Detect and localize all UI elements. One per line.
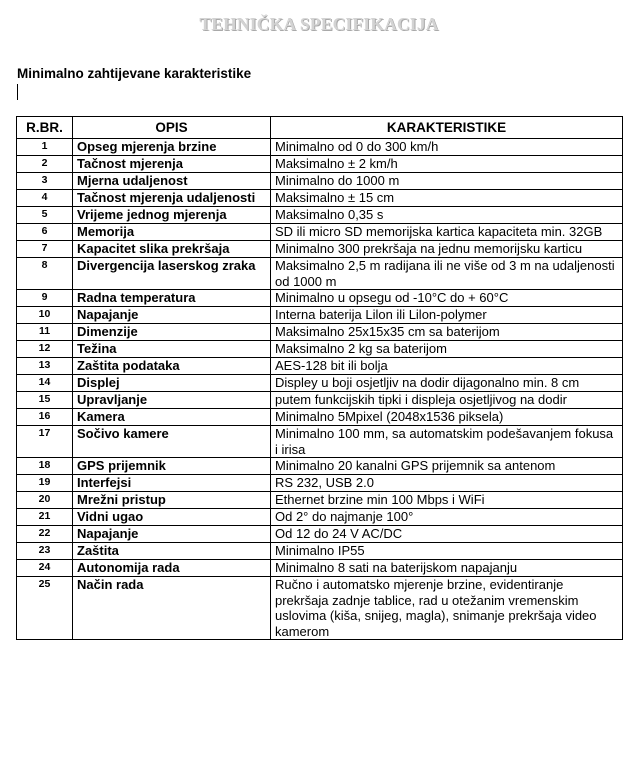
row-characteristics: Interna baterija Lilon ili Lilon-polymer (271, 307, 623, 324)
table-row (17, 290, 623, 307)
table-row (17, 307, 623, 324)
row-description: Mjerna udaljenost (73, 173, 271, 190)
row-characteristics: SD ili micro SD memorijska kartica kapaciteta min. 32GB (271, 224, 623, 241)
table-row (17, 543, 623, 560)
row-characteristics: Minimalno 8 sati na baterijskom napajanju (271, 560, 623, 577)
row-description: Kamera (73, 409, 271, 426)
row-number: 7 (17, 241, 73, 258)
table-body (17, 139, 623, 640)
row-description: Vidni ugao (73, 509, 271, 526)
row-characteristics: Maksimalno 2,5 m radijana ili ne više od 3 m na udaljenosti od 1000 m (271, 258, 623, 290)
row-description: Opseg mjerenja brzine (73, 139, 271, 156)
row-characteristics: Minimalno do 1000 m (271, 173, 623, 190)
row-characteristics: RS 232, USB 2.0 (271, 475, 623, 492)
row-number: 15 (17, 392, 73, 409)
row-characteristics: Maksimalno ± 15 cm (271, 190, 623, 207)
row-description: Tačnost mjerenja udaljenosti (73, 190, 271, 207)
row-number: 13 (17, 358, 73, 375)
row-number: 12 (17, 341, 73, 358)
row-characteristics: Minimalno u opsegu od -10°C do + 60°C (271, 290, 623, 307)
row-characteristics: Od 12 do 24 V AC/DC (271, 526, 623, 543)
table-row (17, 526, 623, 543)
table-row (17, 358, 623, 375)
table-row (17, 392, 623, 409)
table-row (17, 375, 623, 392)
table-row (17, 560, 623, 577)
header-rbr: R.BR. (17, 117, 73, 139)
row-description: Memorija (73, 224, 271, 241)
table-row (17, 139, 623, 156)
table-row (17, 241, 623, 258)
row-characteristics: Displey u boji osjetljiv na dodir dijagonalno min. 8 cm (271, 375, 623, 392)
table-row (17, 156, 623, 173)
document-title: TEHNIČKA SPECIFIKACIJA (199, 14, 439, 34)
row-description: Vrijeme jednog mjerenja (73, 207, 271, 224)
table-row (17, 341, 623, 358)
row-number: 16 (17, 409, 73, 426)
table-row (17, 224, 623, 241)
row-number: 1 (17, 139, 73, 156)
table-row (17, 426, 623, 458)
row-characteristics: Minimalno 100 mm, sa automatskim podešavanjem fokusa i irisa (271, 426, 623, 458)
row-characteristics: Maksimalno 25x15x35 cm sa baterijom (271, 324, 623, 341)
table-row (17, 258, 623, 290)
row-description: Radna temperatura (73, 290, 271, 307)
row-number: 9 (17, 290, 73, 307)
row-description: Napajanje (73, 307, 271, 324)
table-row (17, 509, 623, 526)
row-number: 8 (17, 258, 73, 290)
row-number: 19 (17, 475, 73, 492)
row-characteristics: AES-128 bit ili bolja (271, 358, 623, 375)
header-opis: OPIS (73, 117, 271, 139)
table-row (17, 409, 623, 426)
table-row (17, 492, 623, 509)
row-characteristics: Ručno i automatsko mjerenje brzine, evidentiranje prekršaja zadnje tablice, rad u otežanim vremenskim uslovima (kiša, snijeg, magla), snimanje prekršaja video kamerom (271, 577, 623, 640)
header-karakteristike: KARAKTERISTIKE (271, 117, 623, 139)
row-number: 24 (17, 560, 73, 577)
row-characteristics: Minimalno 300 prekršaja na jednu memorijsku karticu (271, 241, 623, 258)
row-description: Sočivo kamere (73, 426, 271, 458)
row-number: 4 (17, 190, 73, 207)
table-row (17, 577, 623, 640)
specification-table (16, 116, 623, 640)
row-description: Displej (73, 375, 271, 392)
row-number: 18 (17, 458, 73, 475)
row-number: 10 (17, 307, 73, 324)
row-description: Napajanje (73, 526, 271, 543)
row-description: Divergencija laserskog zraka (73, 258, 271, 290)
row-characteristics: Minimalno 20 kanalni GPS prijemnik sa antenom (271, 458, 623, 475)
row-description: Mrežni pristup (73, 492, 271, 509)
table-row (17, 475, 623, 492)
row-number: 17 (17, 426, 73, 458)
section-subtitle: Minimalno zahtijevane karakteristike (17, 66, 252, 81)
row-number: 20 (17, 492, 73, 509)
row-characteristics: Maksimalno 0,35 s (271, 207, 623, 224)
row-description: Težina (73, 341, 271, 358)
row-description: Zaštita (73, 543, 271, 560)
row-number: 25 (17, 577, 73, 640)
table-row (17, 324, 623, 341)
row-number: 14 (17, 375, 73, 392)
row-description: Tačnost mjerenja (73, 156, 271, 173)
row-characteristics: Minimalno od 0 do 300 km/h (271, 139, 623, 156)
row-number: 22 (17, 526, 73, 543)
row-description: Način rada (73, 577, 271, 640)
table-row (17, 173, 623, 190)
row-description: Upravljanje (73, 392, 271, 409)
row-characteristics: Minimalno 5Mpixel (2048x1536 piksela) (271, 409, 623, 426)
text-cursor (17, 84, 18, 100)
table-row (17, 190, 623, 207)
row-number: 21 (17, 509, 73, 526)
row-description: Dimenzije (73, 324, 271, 341)
row-description: Zaštita podataka (73, 358, 271, 375)
row-number: 6 (17, 224, 73, 241)
row-characteristics: Od 2° do najmanje 100° (271, 509, 623, 526)
row-characteristics: putem funkcijskih tipki i displeja osjetljivog na dodir (271, 392, 623, 409)
row-number: 11 (17, 324, 73, 341)
row-characteristics: Minimalno IP55 (271, 543, 623, 560)
row-description: GPS prijemnik (73, 458, 271, 475)
row-number: 23 (17, 543, 73, 560)
row-characteristics: Maksimalno ± 2 km/h (271, 156, 623, 173)
table-row (17, 207, 623, 224)
row-characteristics: Ethernet brzine min 100 Mbps i WiFi (271, 492, 623, 509)
table-row (17, 458, 623, 475)
row-number: 2 (17, 156, 73, 173)
table-header-row (17, 117, 623, 139)
row-number: 5 (17, 207, 73, 224)
row-description: Interfejsi (73, 475, 271, 492)
row-description: Kapacitet slika prekršaja (73, 241, 271, 258)
row-characteristics: Maksimalno 2 kg sa baterijom (271, 341, 623, 358)
row-description: Autonomija rada (73, 560, 271, 577)
row-number: 3 (17, 173, 73, 190)
